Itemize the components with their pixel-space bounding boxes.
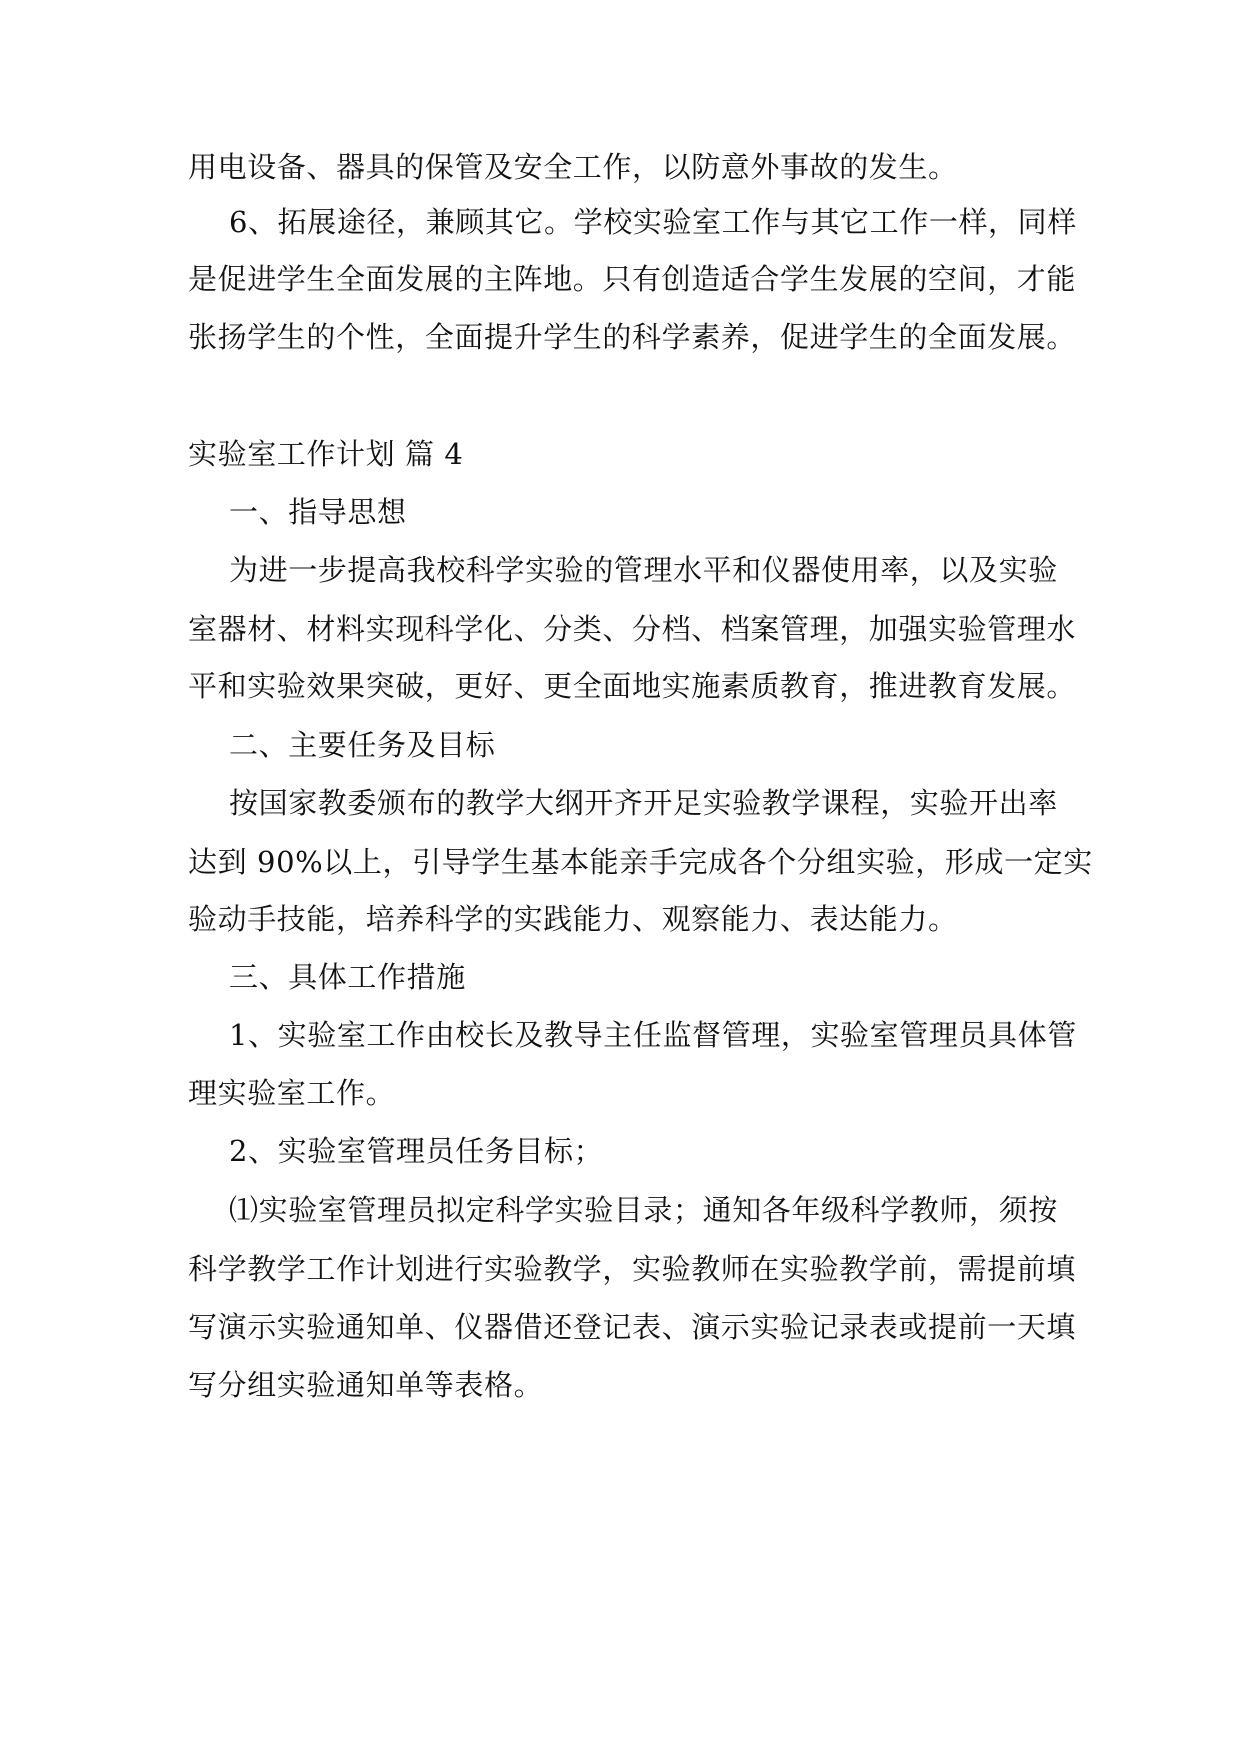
paragraph-line: 验动手技能，培养科学的实践能力、观察能力、表达能力。	[188, 902, 958, 936]
paragraph-line: 理实验室工作。	[188, 1076, 396, 1110]
subheading: 一、指导思想	[229, 495, 407, 529]
paragraph-line: 2、实验室管理员任务目标；	[229, 1134, 604, 1168]
paragraph-line: 按国家教委颁布的教学大纲开齐开足实验教学课程，实验开出率	[229, 786, 1058, 820]
paragraph-line: 写分组实验通知单等表格。	[188, 1368, 544, 1402]
subheading: 二、主要任务及目标	[229, 728, 496, 762]
paragraph-line: 张扬学生的个性，全面提升学生的科学素养，促进学生的全面发展。	[188, 320, 1077, 354]
paragraph-line: 科学教学工作计划进行实验教学，实验教师在实验教学前，需提前填	[188, 1252, 1077, 1286]
paragraph-line: 是促进学生全面发展的主阵地。只有创造适合学生发展的空间，才能	[188, 262, 1077, 296]
paragraph-line: ⑴实验室管理员拟定科学实验目录；通知各年级科学教师，须按	[229, 1193, 1058, 1227]
paragraph-line: 平和实验效果突破，更好、更全面地实施素质教育，推进教育发展。	[188, 669, 1077, 703]
paragraph-line: 1、实验室工作由校长及教导主任监督管理，实验室管理员具体管	[229, 1018, 1077, 1052]
section-title: 实验室工作计划 篇 4	[188, 437, 464, 471]
paragraph-line: 用电设备、器具的保管及安全工作，以防意外事故的发生。	[188, 150, 958, 184]
paragraph-line: 达到 90%以上，引导学生基本能亲手完成各个分组实验，形成一定实	[188, 845, 1093, 879]
paragraph-line: 写演示实验通知单、仪器借还登记表、演示实验记录表或提前一天填	[188, 1310, 1077, 1344]
subheading: 三、具体工作措施	[229, 960, 466, 994]
paragraph-line: 为进一步提高我校科学实验的管理水平和仪器使用率，以及实验	[229, 553, 1058, 587]
paragraph-line: 室器材、材料实现科学化、分类、分档、档案管理，加强实验管理水	[188, 612, 1077, 646]
paragraph-line: 6、拓展途径，兼顾其它。学校实验室工作与其它工作一样，同样	[229, 205, 1077, 239]
